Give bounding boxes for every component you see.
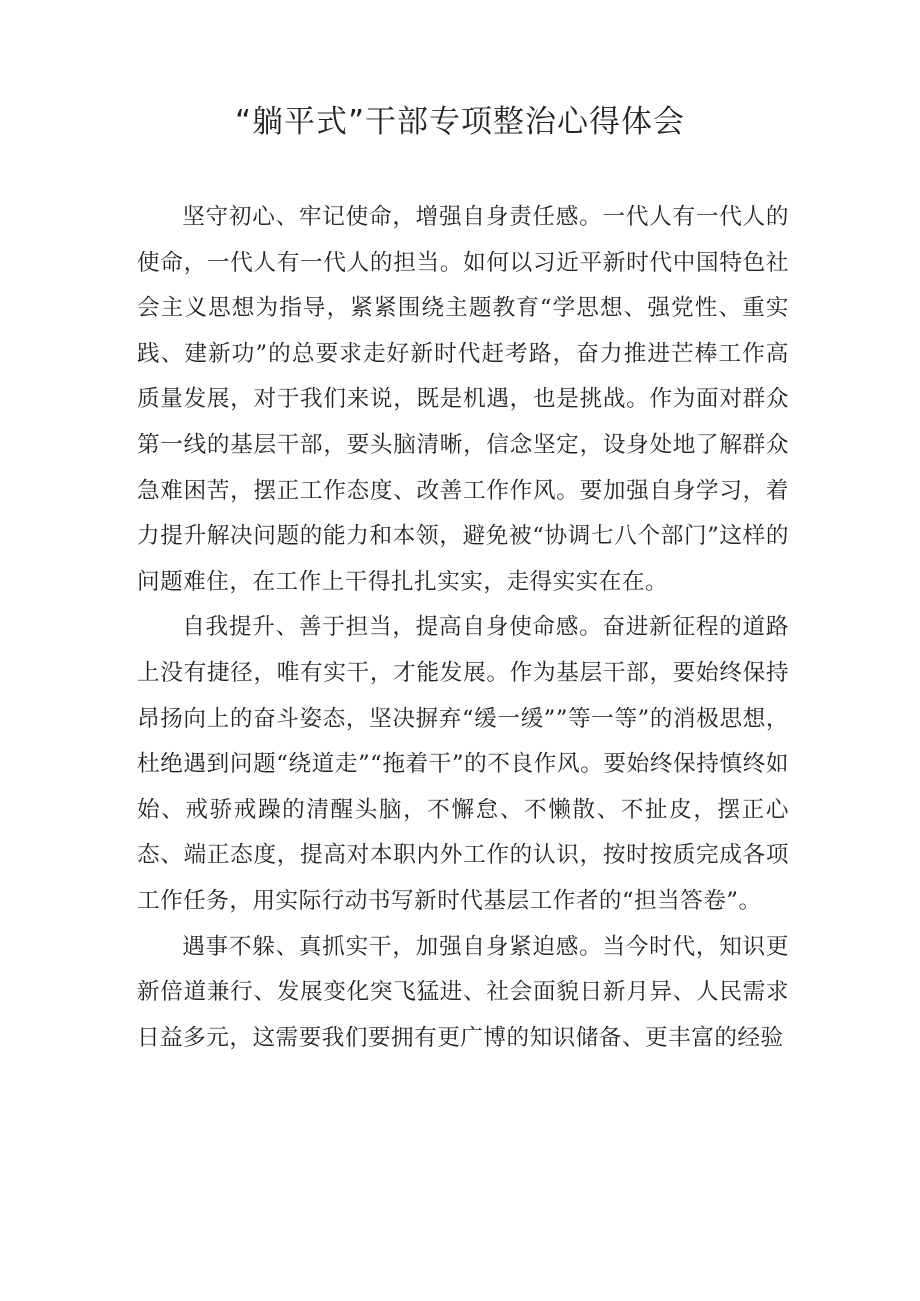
paragraph-2: 自我提升、善于担当，提高自身使命感。奋进新征程的道路上没有捷径，唯有实干，才能发展。作为基层干部，要始终保持昂扬向上的奋斗姿态，坚决摒弃“缓一缓””等一等”的消极思想，杜绝遇到问题“绕道走”“拖着干”的不良作风。要始终保持慎终如始、戒骄戒躁的清醒头脑，不懈怠、不懒散、不扯皮，摆正心态、端正态度，提高对本职内外工作的认识，按时按质完成各项工作任务，用实际行动书写新时代基层工作者的“担当答卷”。	[137, 614, 789, 914]
paragraph-3: 遇事不躲、真抓实干，加强自身紧迫感。当今时代，知识更新倍道兼行、发展变化突飞猛进、社会面貌日新月异、人民需求日益多元，这需要我们要拥有更广博的知识储备、更丰富的经验	[137, 933, 789, 1051]
document-title: “躺平式”干部专项整治心得体会	[234, 104, 686, 140]
paragraph-1: 坚守初心、牢记使命，增强自身责任感。一代人有一代人的使命，一代人有一代人的担当。如何以习近平新时代中国特色社会主义思想为指导，紧紧围绕主题教育“学思想、强党性、重实践、建新功”的总要求走好新时代赶考路，奋力推进芒棒工作高质量发展，对于我们来说，既是机遇，也是挑战。作为面对群众第一线的基层干部，要头脑清晰，信念坚定，设身处地了解群众急难困苦，摆正工作态度、改善工作作风。要加强自身学习，着力提升解决问题的能力和本领，避免被“协调七八个部门”这样的问题难住，在工作上干得扎扎实实，走得实实在在。	[137, 204, 789, 595]
document-body	[137, 195, 789, 1061]
